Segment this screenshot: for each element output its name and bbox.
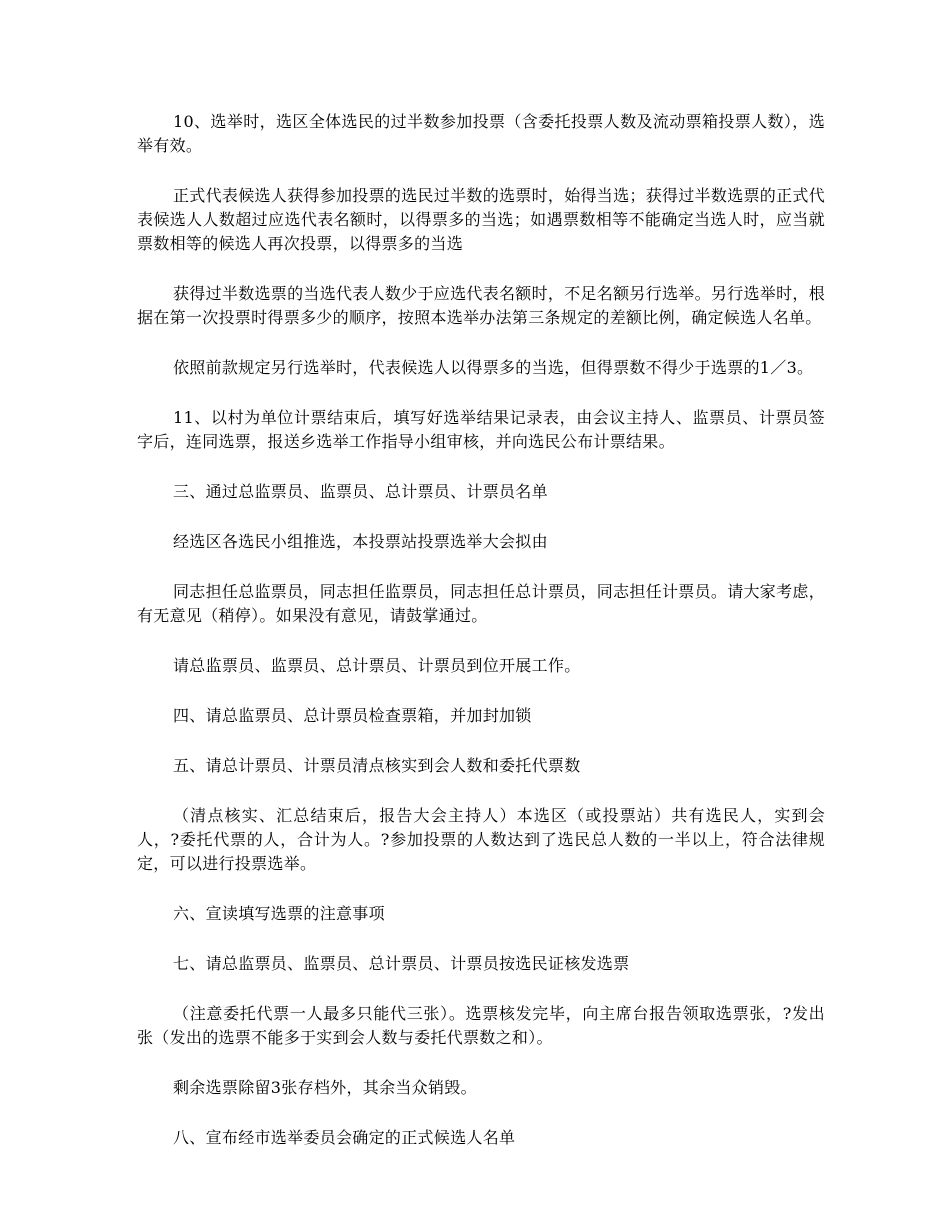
section-heading-five: 五、请总计票员、计票员清点核实到会人数和委托代票数	[173, 756, 581, 775]
section-heading-eight: 八、宣布经市选举委员会确定的正式候选人名单	[173, 1128, 516, 1147]
paragraph-ballot-distribution: （注意委托代票一人最多只能代三张）。选票核发完毕，向主席台报告领取选票张，?发出张（发出的选票不能多于实到会人数与委托代票数之和）。	[137, 1004, 825, 1047]
paragraph-vote-count-report: 11、以村为单位计票结束后，填写好选举结果记录表，由会议主持人、监票员、计票员签字后，连同选票，报送乡选举工作指导小组审核，并向选民公布计票结果。	[137, 408, 825, 451]
paragraph-remaining-ballots: 剩余选票除留3张存档外，其余当众销毁。	[173, 1078, 477, 1097]
paragraph-voting-validity: 10、选举时，选区全体选民的过半数参加投票（含委托投票人数及流动票箱投票人数），选举有效。	[137, 112, 825, 155]
paragraph-attendance-report: （清点核实、汇总结束后，报告大会主持人）本选区（或投票站）共有选民人，实到会人，?委托代票的人，合计为人。?参加投票的人数达到了选民总人数的一半以上，符合法律规定，可以进行投票选举。	[137, 806, 825, 873]
paragraph-additional-election: 获得过半数选票的当选代表人数少于应选代表名额时，不足名额另行选举。另行选举时，根据在第一次投票时得票多少的顺序，按照本选举办法第三条规定的差额比例，确定候选人名单。	[137, 284, 826, 327]
paragraph-nomination: 经选区各选民小组推选，本投票站投票选举大会拟由	[173, 532, 548, 551]
paragraph-assignment-approval: 同志担任总监票员，同志担任监票员，同志担任总计票员，同志担任计票员。请大家考虑，有无意见（稍停）。如果没有意见，请鼓掌通过。	[137, 582, 826, 625]
section-heading-four: 四、请总监票员、总计票员检查票箱，并加封加锁	[173, 706, 532, 725]
section-heading-six: 六、宣读填写选票的注意事项	[173, 904, 385, 923]
section-heading-seven: 七、请总监票员、监票员、总计票员、计票员按选民证核发选票	[173, 954, 630, 973]
paragraph-start-work: 请总监票员、监票员、总计票员、计票员到位开展工作。	[173, 656, 581, 675]
paragraph-election-majority: 正式代表候选人获得参加投票的选民过半数的选票时，始得当选；获得过半数选票的正式代表候选人人数超过应选代表名额时，以得票多的当选；如遇票数相等不能确定当选人时，应当就票数相等的候选人再次投票，以得票多的当选	[137, 186, 826, 253]
paragraph-additional-election-threshold: 依照前款规定另行选举时，代表候选人以得票多的当选，但得票数不得少于选票的1／3。	[173, 358, 814, 377]
section-heading-three: 三、通过总监票员、监票员、总计票员、计票员名单	[173, 482, 548, 501]
